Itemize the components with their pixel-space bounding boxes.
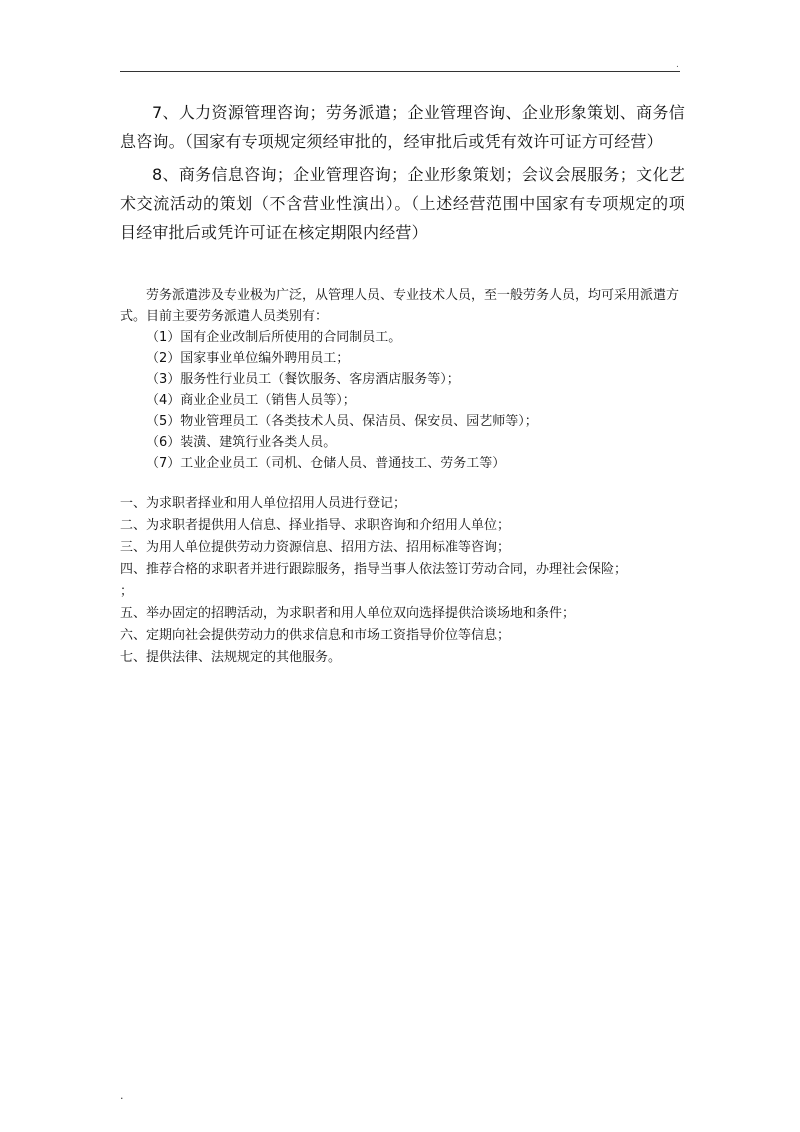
list-item: （4）商业企业员工（销售人员等）； <box>146 393 356 408</box>
list-item: 五、举办固定的招聘活动，为求职者和用人单位双向选择提供洽谈场地和条件； <box>120 606 576 621</box>
dispatch-category-list <box>120 327 685 474</box>
list-item: （6）装潢、建筑行业各类人员。 <box>146 435 337 450</box>
list-item: 六、定期向社会提供劳动力的供求信息和市场工资指导价位等信息； <box>120 628 511 643</box>
services-list <box>120 493 685 669</box>
scope-item-7: 7、人力资源管理咨询；劳务派遣；企业管理咨询、企业形象策划、商务信息咨询。（国家有专项规定须经审批的，经审批后或凭有效许可证方可经营） <box>120 103 685 151</box>
list-item: 二、为求职者提供用人信息、择业指导、求职咨询和介绍用人单位； <box>120 518 511 533</box>
scope-item-8: 8、商务信息咨询；企业管理咨询；企业形象策划；会议会展服务；文化艺术交流活动的策划（不含营业性演出）。（上述经营范围中国家有专项规定的项目经审批后或凭许可证在核定期限内经营） <box>120 165 685 242</box>
list-item: 七、提供法律、法规规定的其他服务。 <box>120 650 342 665</box>
footer-mark: . <box>120 1089 124 1102</box>
header-mark: . <box>676 60 679 70</box>
list-item: 三、为用人单位提供劳动力资源信息、招用方法、招用标准等咨询； <box>120 540 511 555</box>
list-item: 一、为求职者择业和用人单位招用人员进行登记； <box>120 496 407 511</box>
services-section <box>120 493 685 669</box>
header-rule <box>120 71 680 72</box>
list-item: （7）工业企业员工（司机、仓储人员、普通技工、劳务工等） <box>146 456 506 471</box>
list-item: （5）物业管理员工（各类技术人员、保洁员、保安员、园艺师等）； <box>146 414 538 429</box>
list-item: （2）国家事业单位编外聘用员工； <box>146 351 350 366</box>
dispatch-categories-section <box>120 285 685 474</box>
list-item: ； <box>120 584 134 599</box>
list-item: 四、推荐合格的求职者并进行跟踪服务，指导当事人依法签订劳动合同，办理社会保险； <box>120 562 628 577</box>
list-item: （3）服务性行业员工（餐饮服务、客房酒店服务等）； <box>146 372 460 387</box>
list-item: （1）国有企业改制后所使用的合同制员工。 <box>146 330 402 345</box>
dispatch-intro: 劳务派遣涉及专业极为广泛，从管理人员、专业技术人员，至一般劳务人员，均可采用派遣方式。目前主要劳务派遣人员类别有： <box>120 288 680 324</box>
business-scope-section <box>120 98 685 251</box>
